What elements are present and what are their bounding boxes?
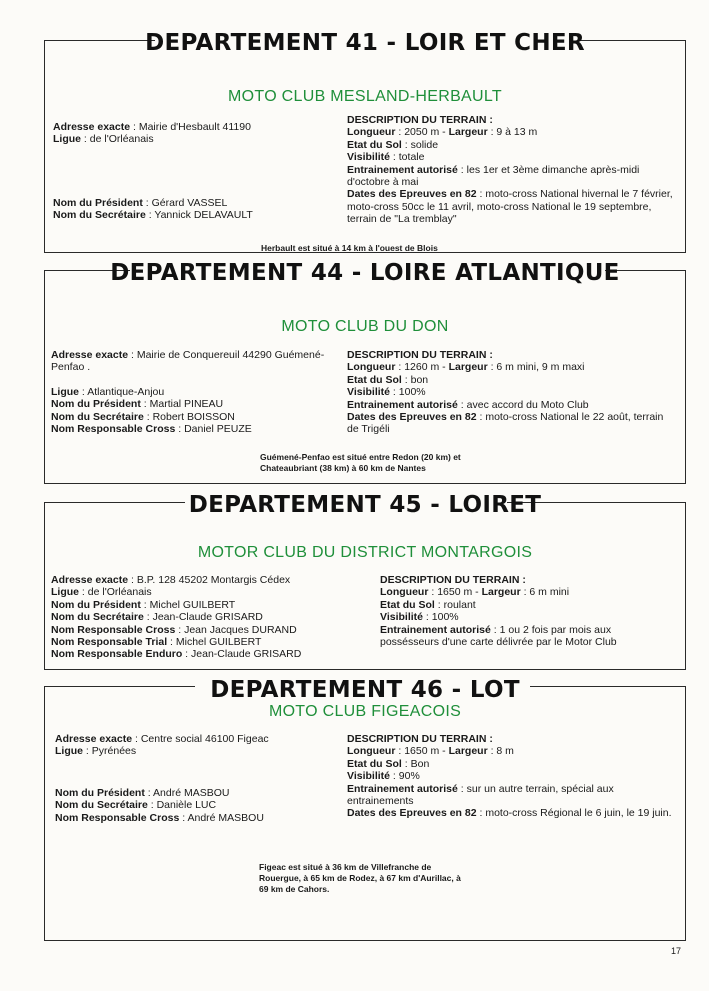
location-note: Figeac est situé à 36 km de Villefranche de Rouergue, à 65 km de Rodez, à 67 km d'Aurillac, à 69 km de Cahors. <box>259 862 461 894</box>
section-title: DEPARTEMENT 45 - LOIRET <box>188 492 542 518</box>
field-label: Nom Responsable Cross <box>51 623 176 636</box>
field-label: Nom du Secrétaire <box>51 611 144 624</box>
field-label: Ligue <box>53 133 81 146</box>
section-title: DEPARTEMENT 41 - LOIR ET CHER <box>145 30 585 56</box>
field-value: Jean Jacques DURAND <box>184 623 297 636</box>
field-value: Pyrénées <box>91 745 137 758</box>
field-label: Adresse exacte <box>53 121 131 133</box>
club-officers: Ligue : Atlantique-Anjou Nom du Président : Martial PINEAU Nom du Secrétaire : Robert BOISSON Nom Responsable Cross : Daniel PEUZE <box>51 386 252 436</box>
field-value: de l'Orléanais <box>87 586 152 599</box>
location-note: Herbault est situé à 14 km à l'ouest de Blois <box>261 243 438 253</box>
terrain-heading: DESCRIPTION DU TERRAIN : <box>347 114 493 126</box>
field-label: Nom Responsable Cross <box>51 423 176 436</box>
club-info-left: Adresse exacte : Centre social 46100 Figeac Ligue : Pyrénées <box>55 733 269 758</box>
section-dept-44 <box>44 260 686 484</box>
page-number: 17 <box>671 946 682 956</box>
field-value: Jean-Claude GRISARD <box>152 611 263 624</box>
field-label: Ligue <box>51 386 79 398</box>
terrain-description: DESCRIPTION DU TERRAIN : Longueur : 2050 m - Largeur : 9 à 13 m Etat du Sol : solide Visibilité : totale Entrainement autorisé : les 1er et 3ème dimanche après-midi d'octobre à mai Dates des Epreuves en 82 : moto-cross National hivernal le 7 février, moto-cross 50cc le 11 avril, moto-cross National le 19 septembre, terrain de "La tremblay" <box>347 114 681 226</box>
field-label: Adresse exacte <box>51 574 129 586</box>
field-label: Nom Responsable Cross <box>55 811 180 824</box>
club-info-left: Adresse exacte : B.P. 128 45202 Montargis Cédex Ligue : de l'Orléanais Nom du Président : Michel GUILBERT Nom du Secrétaire : Jean-Claude GRISARD Nom Responsable Cross : Jean Jacques DURAND Nom Responsable Trial : Michel GUILBERT Nom Responsable Enduro : Jean-Claude GRISARD <box>51 574 302 661</box>
club-name: MOTO CLUB FIGEACOIS <box>268 703 462 720</box>
field-value: Mairie de Conquereuil 44290 Guémené-Penfao . <box>51 349 325 374</box>
field-label: Nom du Président <box>51 598 141 611</box>
field-value: Atlantique-Anjou <box>87 386 165 398</box>
field-label: Nom du Secrétaire <box>51 410 144 423</box>
field-label: Adresse exacte <box>51 349 129 361</box>
section-dept-45 <box>44 492 686 670</box>
field-value: Gérard VASSEL <box>151 197 228 209</box>
field-label: Adresse exacte <box>55 733 133 745</box>
club-officers: Nom du Président : Gérard VASSEL Nom du Secrétaire : Yannick DELAVAULT <box>53 197 253 222</box>
location-note: Guémené-Penfao est situé entre Redon (20 km) et Chateaubriant (38 km) à 60 km de Nantes <box>260 452 461 473</box>
field-value: Centre social 46100 Figeac <box>140 733 269 745</box>
field-value: Michel GUILBERT <box>149 598 236 611</box>
terrain-description: DESCRIPTION DU TERRAIN : Longueur : 1260 m - Largeur : 6 m mini, 9 m maxi Etat du Sol : bon Visibilité : 100% Entrainement autorisé : avec accord du Moto Club Dates des Epreuves en 82 : moto-cross National le 22 août, terrain de Trigéli <box>347 349 677 436</box>
field-label: Nom Responsable Trial <box>51 636 168 649</box>
field-value: Jean-Claude GRISARD <box>191 648 302 661</box>
club-info-left: Adresse exacte : Mairie d'Hesbault 41190 Ligue : de l'Orléanais <box>53 121 251 146</box>
field-value: Michel GUILBERT <box>175 636 262 649</box>
field-value: Danièle LUC <box>156 799 217 812</box>
terrain-description: DESCRIPTION DU TERRAIN : Longueur : 1650 m - Largeur : 6 m mini Etat du Sol : roulant Visibilité : 100% Entrainement autorisé : 1 ou 2 fois par mois aux possésseurs d'une carte délivrée par le Motor Club <box>380 574 660 648</box>
field-value: Yannick DELAVAULT <box>154 209 253 222</box>
field-value: Mairie d'Hesbault 41190 <box>138 121 251 133</box>
field-label: Ligue <box>55 745 83 758</box>
club-name: MOTOR CLUB DU DISTRICT MONTARGOIS <box>197 544 533 561</box>
section-title: DEPARTEMENT 46 - LOT <box>210 677 520 703</box>
field-label: Nom du Président <box>53 197 143 209</box>
club-address: Adresse exacte : Mairie de Conquereuil 44290 Guémené-Penfao . <box>51 349 325 374</box>
field-value: B.P. 128 45202 Montargis Cédex <box>136 574 291 586</box>
field-value: André MASBOU <box>153 787 230 799</box>
club-name: MOTO CLUB MESLAND-HERBAULT <box>228 88 502 105</box>
field-value: Martial PINEAU <box>149 398 224 411</box>
club-name: MOTO CLUB DU DON <box>281 318 449 335</box>
field-label: Nom du Président <box>55 787 145 799</box>
field-value: André MASBOU <box>187 811 264 824</box>
section-dept-41 <box>44 30 686 253</box>
section-dept-46 <box>44 677 686 941</box>
field-label: Nom Responsable Enduro <box>51 648 183 661</box>
field-label: Ligue <box>51 586 79 599</box>
terrain-description: DESCRIPTION DU TERRAIN : Longueur : 1650 m - Largeur : 8 m Etat du Sol : Bon Visibilité : 90% Entrainement autorisé : sur un autre terrain, spécial aux entrainements Dates des Epreuves en 82 : moto-cross Régional le 6 juin, le 19 juin. <box>347 733 677 820</box>
section-title: DEPARTEMENT 44 - LOIRE ATLANTIQUE <box>110 260 620 286</box>
field-value: de l'Orléanais <box>89 133 154 146</box>
field-label: Nom du Secrétaire <box>55 799 148 812</box>
field-label: Nom du Président <box>51 398 141 411</box>
field-value: Daniel PEUZE <box>184 423 252 436</box>
club-officers: Nom du Président : André MASBOU Nom du Secrétaire : Danièle LUC Nom Responsable Cross : André MASBOU <box>55 787 264 824</box>
terrain-heading: DESCRIPTION DU TERRAIN : <box>347 733 493 745</box>
terrain-heading: DESCRIPTION DU TERRAIN : <box>347 349 493 361</box>
field-label: Nom du Secrétaire <box>53 209 146 222</box>
field-value: Robert BOISSON <box>152 410 235 423</box>
terrain-heading: DESCRIPTION DU TERRAIN : <box>380 574 526 586</box>
